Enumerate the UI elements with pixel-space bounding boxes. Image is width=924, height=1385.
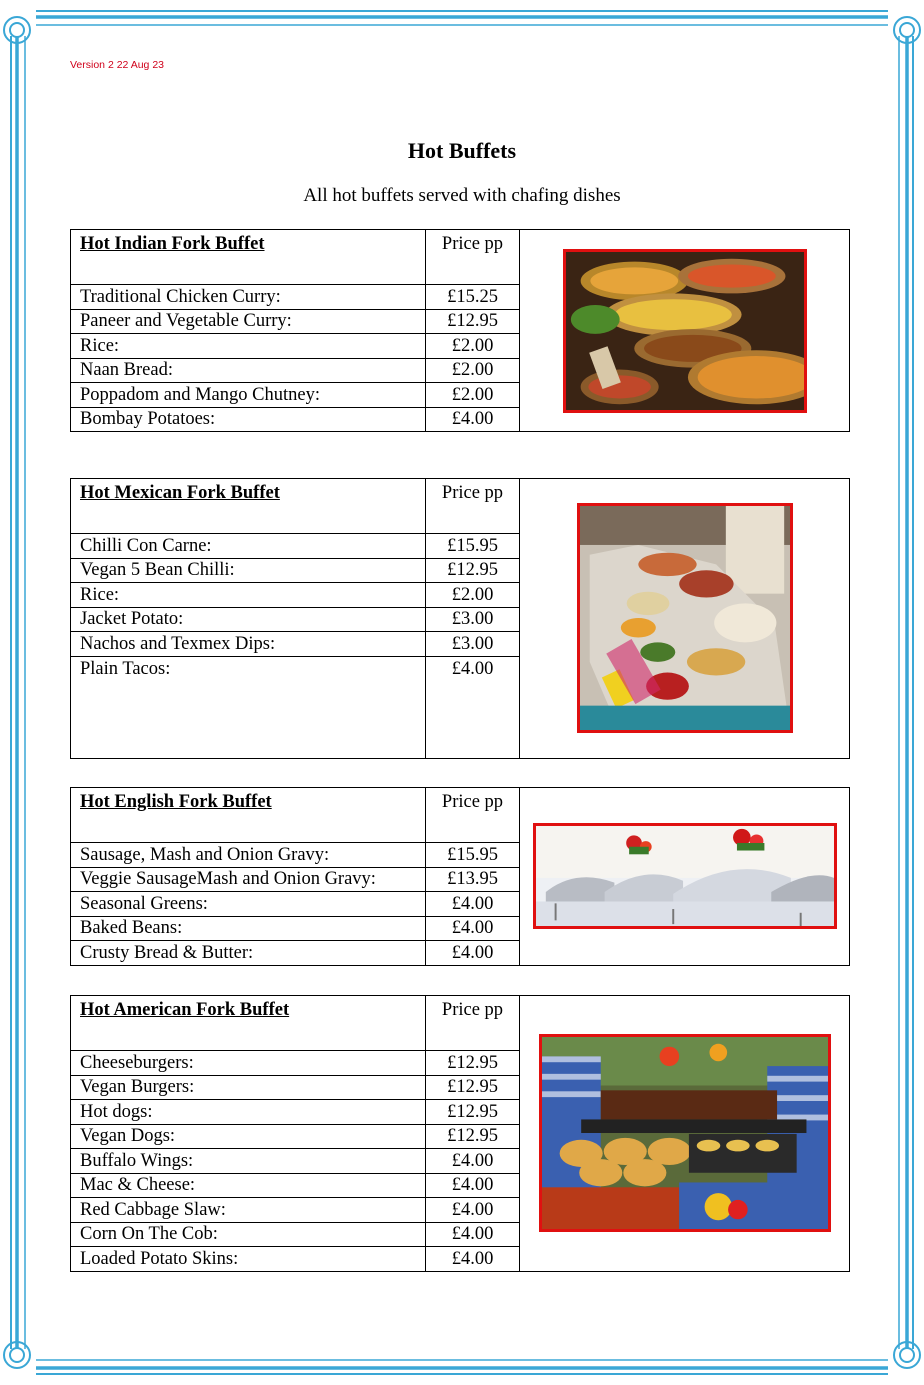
photo-cell [520,996,850,1272]
mexican-buffet-photo [577,503,793,733]
menu-item: Sausage, Mash and Onion Gravy: [71,843,426,868]
menu-price: £2.00 [426,358,520,383]
menu-price: £12.95 [426,309,520,334]
section-title: Hot American Fork Buffet [71,996,426,1051]
menu-item: Vegan Burgers: [71,1075,426,1100]
menu-item: Baked Beans: [71,916,426,941]
section-title: Hot Indian Fork Buffet [71,230,426,285]
menu-price: £4.00 [426,1222,520,1247]
version-label: Version 2 22 Aug 23 [70,59,164,71]
photo-cell [520,479,850,759]
menu-price: £13.95 [426,867,520,892]
menu-price: £4.00 [426,941,520,966]
menu-price: £15.25 [426,285,520,310]
section-title: Hot Mexican Fork Buffet [71,479,426,534]
price-header: Price pp [426,788,520,843]
menu-price: £12.95 [426,1100,520,1125]
menu-price: £4.00 [426,1173,520,1198]
menu-price: £4.00 [426,656,520,758]
menu-item: Corn On The Cob: [71,1222,426,1247]
section-title: Hot English Fork Buffet [71,788,426,843]
menu-item: Plain Tacos: [71,656,426,758]
photo-cell [520,230,850,432]
menu-item: Mac & Cheese: [71,1173,426,1198]
menu-price: £4.00 [426,1149,520,1174]
menu-item: Red Cabbage Slaw: [71,1198,426,1223]
menu-item: Traditional Chicken Curry: [71,285,426,310]
menu-price: £15.95 [426,534,520,559]
english-buffet-table [70,787,850,966]
menu-item: Crusty Bread & Butter: [71,941,426,966]
menu-price: £4.00 [426,1247,520,1272]
menu-price: £12.95 [426,1051,520,1076]
menu-item: Nachos and Texmex Dips: [71,632,426,657]
menu-price: £4.00 [426,1198,520,1223]
menu-price: £12.95 [426,1075,520,1100]
menu-item: Paneer and Vegetable Curry: [71,309,426,334]
page-subtitle: All hot buffets served with chafing dishes [303,185,621,206]
menu-price: £15.95 [426,843,520,868]
menu-price: £4.00 [426,892,520,917]
price-header: Price pp [426,230,520,285]
price-header: Price pp [426,479,520,534]
menu-price: £2.00 [426,334,520,359]
menu-item: Cheeseburgers: [71,1051,426,1076]
indian-buffet-photo [563,249,807,413]
menu-item: Buffalo Wings: [71,1149,426,1174]
menu-item: Bombay Potatoes: [71,407,426,432]
page-title: Hot Buffets [407,138,517,163]
menu-price: £2.00 [426,583,520,608]
menu-item: Chilli Con Carne: [71,534,426,559]
menu-item: Rice: [71,583,426,608]
menu-item: Poppadom and Mango Chutney: [71,383,426,408]
menu-price: £3.00 [426,632,520,657]
american-buffet-photo [539,1034,831,1232]
menu-item: Jacket Potato: [71,607,426,632]
indian-buffet-table [70,229,850,432]
menu-item: Vegan 5 Bean Chilli: [71,558,426,583]
menu-price: £12.95 [426,1124,520,1149]
menu-item: Veggie SausageMash and Onion Gravy: [71,867,426,892]
menu-item: Seasonal Greens: [71,892,426,917]
menu-item: Loaded Potato Skins: [71,1247,426,1272]
menu-item: Vegan Dogs: [71,1124,426,1149]
mexican-buffet-table [70,478,850,759]
menu-price: £3.00 [426,607,520,632]
menu-item: Naan Bread: [71,358,426,383]
price-header: Price pp [426,996,520,1051]
photo-cell [520,788,850,966]
menu-price: £4.00 [426,407,520,432]
menu-price: £4.00 [426,916,520,941]
menu-item: Rice: [71,334,426,359]
menu-price: £2.00 [426,383,520,408]
english-buffet-photo [533,823,837,929]
american-buffet-table [70,995,850,1272]
menu-price: £12.95 [426,558,520,583]
menu-item: Hot dogs: [71,1100,426,1125]
